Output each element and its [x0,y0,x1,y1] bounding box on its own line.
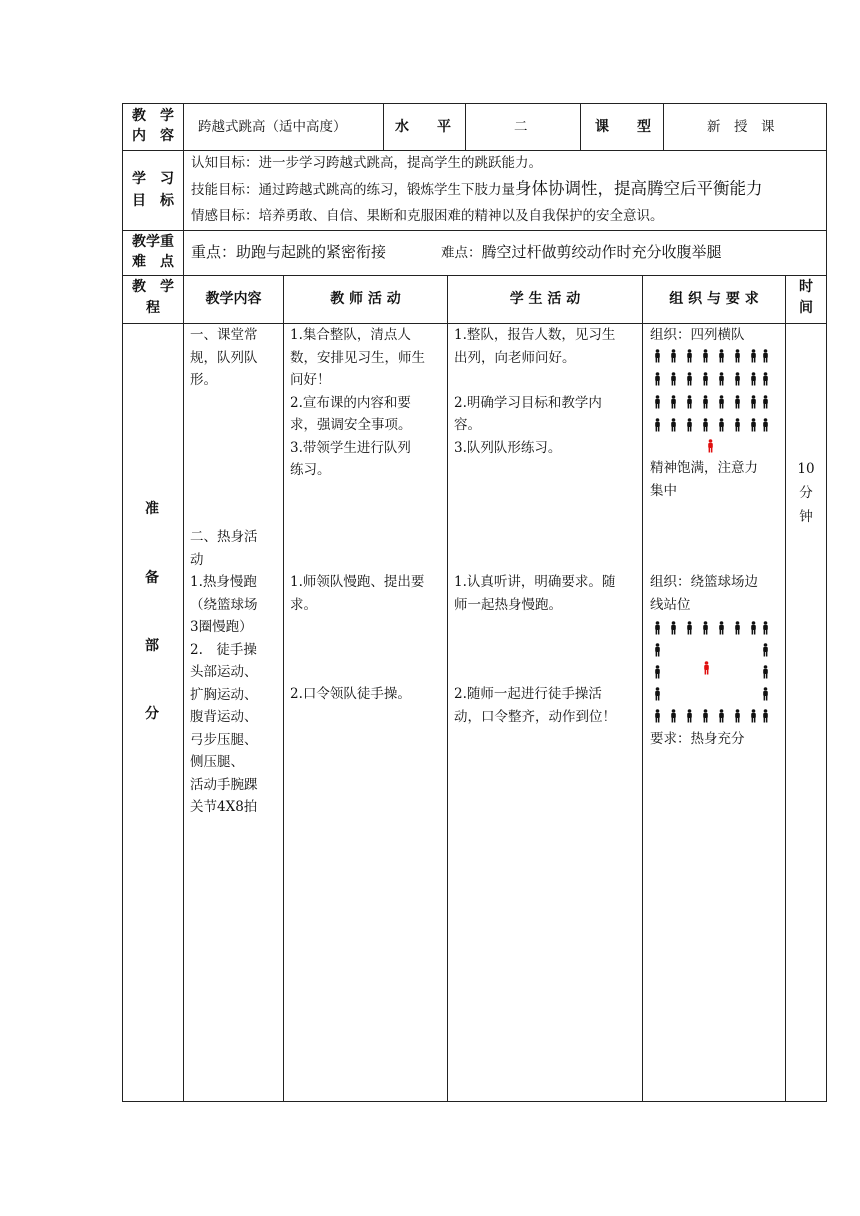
person-icon [762,709,769,723]
goals-label: 学 习 目 标 [132,171,174,209]
person-icon [654,687,661,701]
part2-org-note: 要求：热身充分 [650,731,745,747]
difficult-point [441,241,722,265]
part1-org-label: 组织：四列横队 [650,327,745,343]
person-icon [750,395,757,409]
section-char-2: 备 [145,570,159,586]
person-icon [654,372,661,386]
person-icon [734,621,741,635]
person-icon [734,372,741,386]
person-icon [670,621,677,635]
person-icon [654,665,661,679]
goal-skill [191,178,763,202]
person-icon [686,418,693,432]
person-icon [762,372,769,386]
person-icon [734,418,741,432]
part2-teacher-a: 1.师领队慢跑、提出要 求。 [290,574,425,613]
section-char-4: 分 [145,706,159,722]
person-icon [750,621,757,635]
section-char-3: 部 [145,638,159,654]
person-icon [734,709,741,723]
person-icon [718,709,725,723]
part2-student-a: 1.认真听讲，明确要求。随 师一起热身慢跑。 [454,574,616,613]
level-label: 水 平 [395,119,451,135]
person-icon [654,643,661,657]
person-icon [686,372,693,386]
part1-teacher: 1.集合整队，清点人 数，安排见习生，师生 问好！ 2.宣布课的内容和要 求，强调安全事项。 3.带领学生进行队列 练习。 [290,327,425,478]
goal-skill-b: 身体协调性，提高腾空后平衡能力 [515,179,763,198]
content-value: 跨越式跳高（适中高度） [198,119,347,135]
section-char-1: 准 [145,501,159,517]
person-icon [670,418,677,432]
type-label: 课 型 [595,119,651,135]
part1-student: 1.整队，报告人数，见习生 出列，向老师问好。 2.明确学习目标和教学内 容。 3.队列队形练习。 [454,327,616,456]
person-icon [750,349,757,363]
person-icon [654,621,661,635]
person-icon [670,709,677,723]
person-icon [762,418,769,432]
person-icon [702,372,709,386]
person-icon [718,621,725,635]
type-value: 新 授 课 [707,119,775,135]
level-value: 二 [514,119,528,135]
person-icon [702,349,709,363]
teacher-person-icon [703,661,710,675]
header-content: 教学内容 [205,291,262,307]
person-icon [762,395,769,409]
part1-org-note: 精神饱满，注意力 集中 [650,460,758,499]
teacher-person-icon [707,439,714,453]
part2-org-label: 组织：绕篮球场边 线站位 [650,574,758,613]
part2-content: 二、热身活 动 1.热身慢跑 （绕篮球场 3圈慢跑） 2. 徒手操 头部运动、 扩胸运动、 腹背运动、 弓步压腿、 侧压腿、 活动手腕踝 关节4X8拍 [190,529,258,815]
person-icon [750,418,757,432]
person-icon [718,418,725,432]
person-icon [762,665,769,679]
part2-teacher-b: 2.口令领队徒手操。 [290,686,411,702]
person-icon [686,349,693,363]
person-icon [762,643,769,657]
goal-skill-a: 技能目标：通过跨越式跳高的练习，锻炼学生下肢力量 [191,182,515,198]
person-icon [654,709,661,723]
person-icon [686,621,693,635]
person-icon [734,395,741,409]
person-icon [654,395,661,409]
person-icon [762,687,769,701]
person-icon [686,395,693,409]
person-icon [670,372,677,386]
header-process: 教 学 程 [132,279,174,316]
section-time: 10 分 钟 [797,461,815,525]
person-icon [670,395,677,409]
header-time: 时 间 [799,279,813,316]
person-icon [702,418,709,432]
person-icon [750,709,757,723]
goal-affective: 情感目标：培养勇敢、自信、果断和克服困难的精神以及自我保护的安全意识。 [191,208,664,224]
person-icon [654,418,661,432]
key-point: 重点：助跑与起跳的紧密衔接 [191,243,387,261]
header-teacher: 教 师 活 动 [330,291,401,307]
person-icon [702,621,709,635]
person-icon [762,349,769,363]
content-label: 教 学 内 容 [132,108,174,144]
part1-content: 一、课堂常 规，队列队 形。 [190,327,258,388]
person-icon [686,709,693,723]
header-organization: 组 织 与 要 求 [669,291,759,307]
person-icon [718,349,725,363]
person-icon [734,349,741,363]
person-icon [718,372,725,386]
header-student: 学 生 活 动 [509,291,581,307]
person-icon [750,372,757,386]
person-icon [702,395,709,409]
person-icon [762,621,769,635]
difficult-text: 腾空过杆做剪绞动作时充分收腹举腿 [481,243,722,261]
person-icon [670,349,677,363]
person-icon [654,349,661,363]
person-icon [702,709,709,723]
keypoints-label: 教学重 难 点 [132,234,174,270]
part2-student-b: 2.随师一起进行徒手操活 动，口令整齐，动作到位！ [454,686,616,725]
difficult-label: 难点： [441,245,482,261]
goal-cognitive: 认知目标：进一步学习跨越式跳高，提高学生的跳跃能力。 [191,155,542,171]
person-icon [718,395,725,409]
